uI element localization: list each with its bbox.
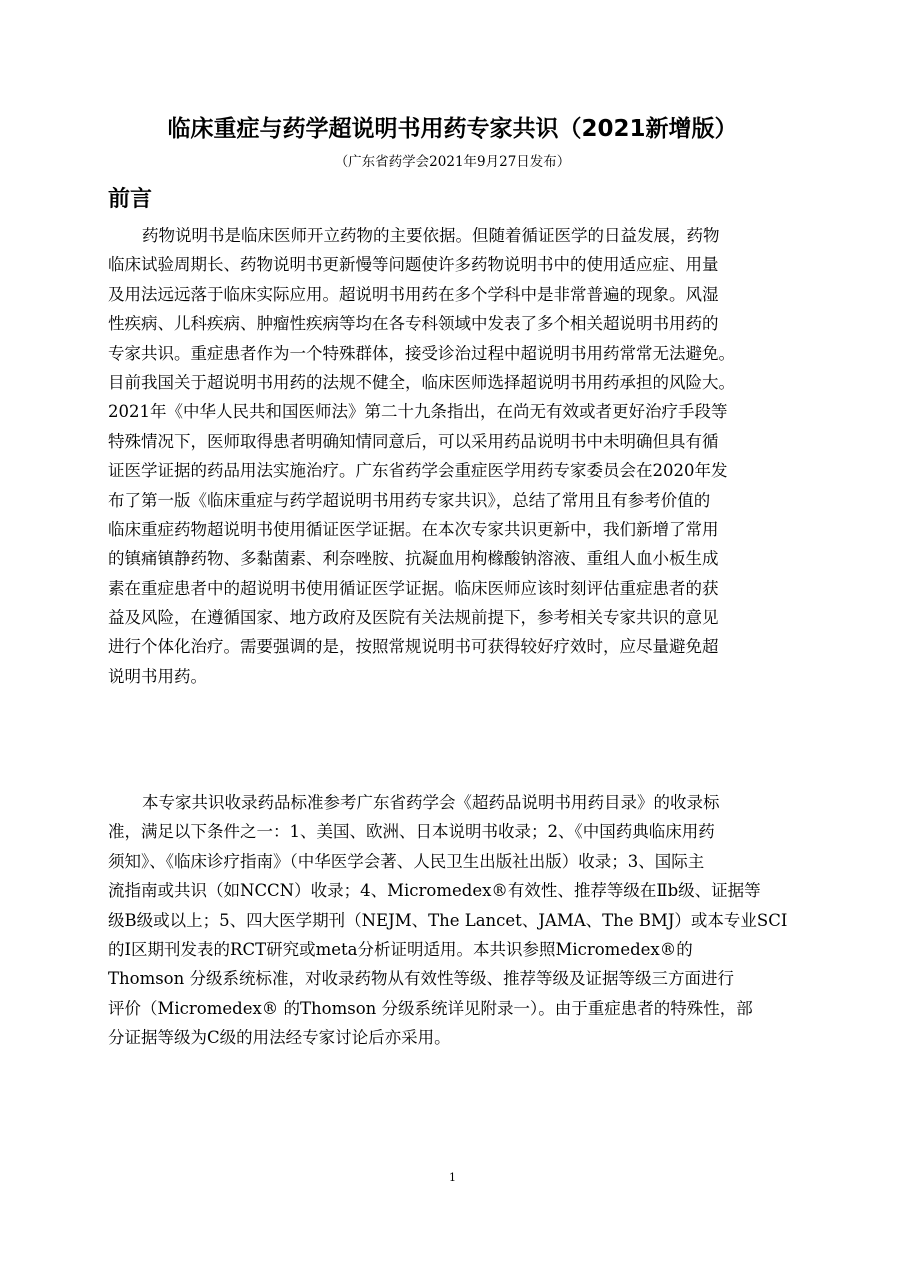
paragraph-line: 性疾病、儿科疾病、肿瘤性疾病等均在各专科领域中发表了多个相关超说明书用药的 [108, 314, 719, 334]
preface-paragraph-1 [108, 221, 798, 691]
paragraph-line: 级B级或以上；5、四大医学期刊（NEJM、The Lancet、JAMA、The BMJ）或本专业SCI [108, 910, 788, 930]
paragraph-line: 分证据等级为C级的用法经专家讨论后亦采用。 [108, 1028, 451, 1048]
paragraph-line: 进行个体化治疗。需要强调的是，按照常规说明书可获得较好疗效时，应尽量避免超 [108, 637, 719, 657]
paragraph-line: 准，满足以下条件之一：1、美国、欧洲、日本说明书收录；2、《中国药典临床用药 [108, 822, 715, 842]
paragraph-line: 证医学证据的药品用法实施治疗。广东省药学会重症医学用药专家委员会在2020年发 [108, 461, 728, 481]
paragraph-line: 的镇痛镇静药物、多黏菌素、利奈唑胺、抗凝血用枸橼酸钠溶液、重组人血小板生成 [108, 549, 719, 569]
paragraph-line: 说明书用药。 [108, 666, 207, 686]
paragraph-line: 专家共识。重症患者作为一个特殊群体，接受诊治过程中超说明书用药常常无法避免。 [108, 343, 735, 363]
paragraph-line: 2021年《中华人民共和国医师法》第二十九条指出，在尚无有效或者更好治疗手段等 [108, 402, 728, 422]
paragraph-line: 及用法远远落于临床实际应用。超说明书用药在多个学科中是非常普遍的现象。风湿 [108, 284, 719, 304]
paragraph-line: 素在重症患者中的超说明书使用循证医学证据。临床医师应该时刻评估重症患者的获 [108, 578, 719, 598]
paragraph-line: 本专家共识收录药品标准参考广东省药学会《超药品说明书用药目录》的收录标 [142, 793, 720, 812]
paragraph-line: 须知》、《临床诊疗指南》（中华医学会著、人民卫生出版社出版）收录；3、国际主 [108, 851, 705, 871]
paragraph-line: 的Ⅰ区期刊发表的RCT研究或meta分析证明适用。本共识参照Micromedex®的 [108, 939, 693, 959]
paragraph-line: 流指南或共识（如NCCN）收录；4、Micromedex®有效性、推荐等级在Ⅱb级、证据等 [108, 881, 761, 901]
paragraph-line: 临床试验周期长、药物说明书更新慢等问题使许多药物说明书中的使用适应症、用量 [108, 255, 719, 275]
document-subtitle: （广东省药学会2021年9月27日发布） [334, 154, 571, 170]
paragraph-line: 目前我国关于超说明书用药的法规不健全，临床医师选择超说明书用药承担的风险大。 [108, 372, 735, 392]
document-title: 临床重症与药学超说明书用药专家共识（2021新增版） [167, 116, 738, 142]
preface-paragraph-2 [108, 788, 798, 1053]
page-number: 1 [449, 1171, 456, 1184]
paragraph-line: 临床重症药物超说明书使用循证医学证据。在本次专家共识更新中，我们新增了常用 [108, 519, 719, 539]
paragraph-line: 益及风险，在遵循国家、地方政府及医院有关法规前提下，参考相关专家共识的意见 [108, 608, 719, 628]
paragraph-line: 布了第一版《临床重症与药学超说明书用药专家共识》，总结了常用且有参考价值的 [108, 490, 711, 510]
paragraph-line: 评价（Micromedex® 的Thomson 分级系统详见附录一）。由于重症患者的特殊性，部 [108, 998, 753, 1018]
section-heading-preface: 前言 [108, 187, 153, 212]
paragraph-line: 特殊情况下，医师取得患者明确知情同意后，可以采用药品说明书中未明确但具有循 [108, 431, 719, 451]
paragraph-line: Thomson 分级系统标准，对收录药物从有效性等级、推荐等级及证据等级三方面进行 [108, 969, 734, 989]
paragraph-line: 药物说明书是临床医师开立药物的主要依据。但随着循证医学的日益发展，药物 [142, 226, 720, 245]
